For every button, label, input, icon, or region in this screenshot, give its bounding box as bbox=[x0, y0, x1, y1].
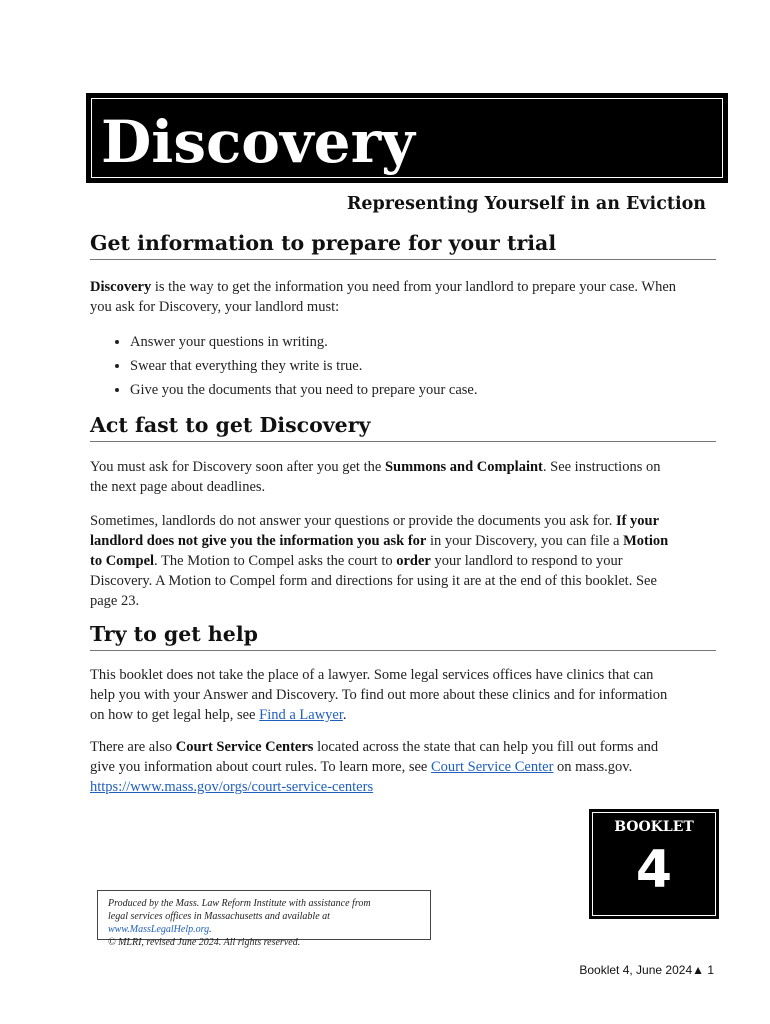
section-heading-prepare: Get information to prepare for your trial bbox=[90, 230, 716, 260]
motion-to-compel-paragraph bbox=[90, 511, 680, 611]
discovery-intro-paragraph bbox=[90, 277, 680, 317]
list-item: • Swear that everything they write is true. bbox=[130, 354, 477, 378]
masslegalhelp-link[interactable]: www.MassLegalHelp.org bbox=[108, 924, 210, 935]
deadline-text-b: . See instructions on the next page about deadlines. bbox=[90, 459, 661, 495]
court-service-paragraph bbox=[90, 737, 680, 797]
help-text-b: . bbox=[342, 707, 347, 723]
page-subtitle: Representing Yourself in an Eviction bbox=[346, 194, 706, 214]
landlord-must-list bbox=[90, 330, 477, 402]
booklet-number: 4 bbox=[635, 840, 673, 900]
deadline-paragraph bbox=[90, 457, 680, 497]
court-service-centers-term: Court Service Centers bbox=[175, 739, 314, 755]
credit-line-3: © MLRI, revised June 2024. All rights reserved. bbox=[108, 937, 301, 948]
help-text-a: This booklet does not take the place of a lawyer. Some legal services offices have clinics that can help you with your Answer and Discovery. To find out more about these clinics and for information on how to get legal help, see bbox=[90, 667, 668, 723]
list-item: • Answer your questions in writing. bbox=[130, 330, 477, 354]
court-text-b: located across the state that can help you fill out forms and give you information about court rules. To learn more, see bbox=[90, 739, 659, 775]
credit-box bbox=[97, 890, 431, 948]
compel-bold-condition: If your landlord does not give you the information you ask for bbox=[90, 513, 659, 549]
compel-text-d: your landlord to respond to your Discovery. A Motion to Compel form and directions for using it are at the end of this booklet. See page 23. bbox=[90, 553, 657, 609]
credit-period: . bbox=[209, 924, 212, 935]
find-a-lawyer-link[interactable]: Find a Lawyer bbox=[259, 707, 343, 723]
compel-text-c: . The Motion to Compel asks the court to bbox=[154, 553, 397, 569]
page-footer: Booklet 4, June 2024▲ 1 bbox=[579, 963, 714, 977]
section-heading-act-fast: Act fast to get Discovery bbox=[90, 412, 716, 442]
booklet-badge bbox=[589, 809, 719, 919]
motion-to-compel-term: Motion to Compel bbox=[90, 533, 669, 569]
credit-text: legal services offices in Massachusetts and available at bbox=[108, 911, 330, 922]
booklet-label: BOOKLET bbox=[614, 819, 694, 835]
court-text-c: on mass.gov. bbox=[553, 759, 633, 775]
credit-line-2 bbox=[108, 910, 420, 936]
section-heading-get-help: Try to get help bbox=[90, 621, 716, 651]
court-service-center-link[interactable]: Court Service Center bbox=[430, 759, 554, 775]
discovery-term: Discovery bbox=[90, 279, 152, 295]
order-term: order bbox=[396, 553, 431, 569]
lawyer-help-paragraph bbox=[90, 665, 680, 725]
compel-text-b: in your Discovery, you can file a bbox=[426, 533, 624, 549]
deadline-text-a: You must ask for Discovery soon after you get the bbox=[90, 459, 385, 475]
credit-line-1: Produced by the Mass. Law Reform Institute with assistance from bbox=[108, 898, 371, 909]
list-item: • Give you the documents that you need to prepare your case. bbox=[130, 378, 477, 402]
compel-text-a: Sometimes, landlords do not answer your questions or provide the documents you ask for. bbox=[90, 513, 616, 529]
summons-complaint-term: Summons and Complaint bbox=[384, 459, 543, 475]
discovery-intro-text: is the way to get the information you need from your landlord to prepare your case. When you ask for Discovery, your landlord must: bbox=[90, 279, 676, 315]
title-banner bbox=[86, 93, 728, 183]
court-text-a: There are also bbox=[90, 739, 176, 755]
court-service-centers-url-link[interactable]: https://www.mass.gov/orgs/court-service-centers bbox=[90, 779, 374, 795]
page-title: Discovery bbox=[101, 108, 415, 176]
